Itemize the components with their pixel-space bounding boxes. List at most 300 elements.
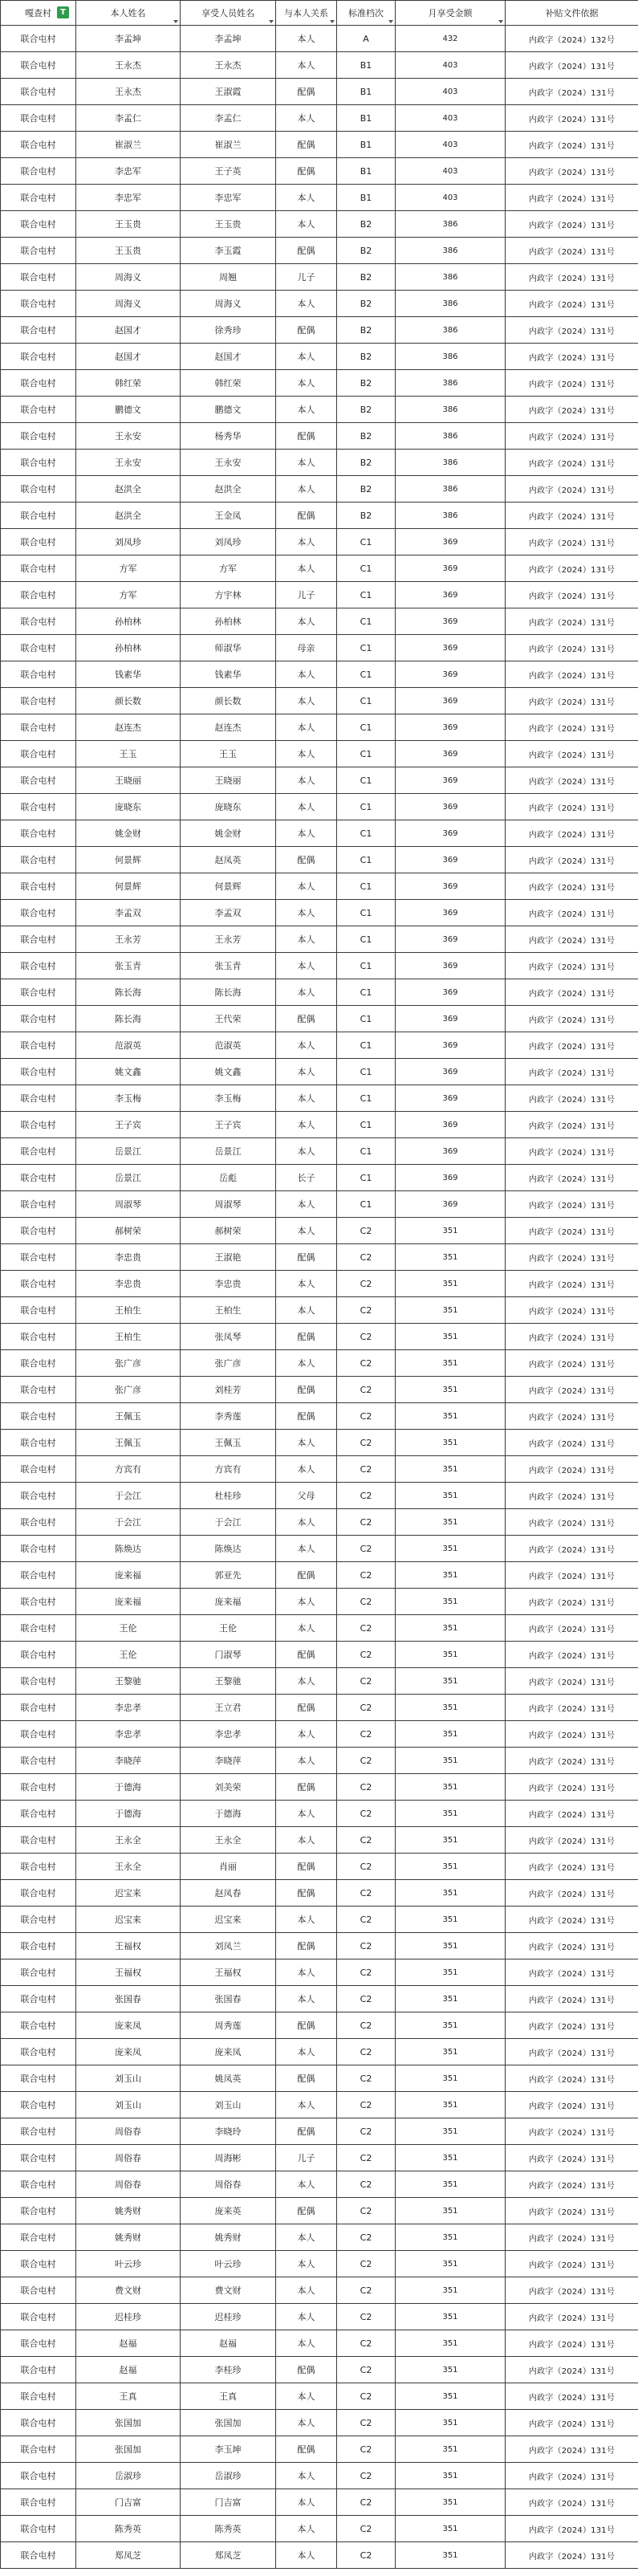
cell-relation[interactable]: 配偶: [276, 2436, 337, 2463]
cell-village[interactable]: 联合屯村: [1, 1959, 76, 1986]
cell-grade[interactable]: B1: [337, 158, 396, 185]
cell-village[interactable]: 联合屯村: [1, 450, 76, 476]
cell-relation[interactable]: 配偶: [276, 1244, 337, 1271]
cell-document[interactable]: 内政字（2024）131号: [506, 1059, 638, 1085]
cell-document[interactable]: 内政字（2024）131号: [506, 926, 638, 953]
cell-grade[interactable]: C2: [337, 2383, 396, 2410]
cell-relation[interactable]: 本人: [276, 2277, 337, 2304]
cell-grade[interactable]: B2: [337, 238, 396, 264]
cell-grade[interactable]: C2: [337, 2410, 396, 2436]
cell-grade[interactable]: C2: [337, 1297, 396, 1324]
cell-village[interactable]: 联合屯村: [1, 1297, 76, 1324]
cell-amount[interactable]: 351: [396, 1721, 506, 1748]
cell-document[interactable]: 内政字（2024）131号: [506, 291, 638, 317]
cell-village[interactable]: 联合屯村: [1, 423, 76, 450]
cell-grade[interactable]: C2: [337, 2542, 396, 2569]
cell-beneficiary[interactable]: 赵凤春: [181, 1880, 276, 1907]
cell-village[interactable]: 联合屯村: [1, 2277, 76, 2304]
cell-amount[interactable]: 369: [396, 1085, 506, 1112]
cell-village[interactable]: 联合屯村: [1, 2463, 76, 2489]
cell-grade[interactable]: B2: [337, 476, 396, 503]
cell-beneficiary[interactable]: 王福权: [181, 1959, 276, 1986]
cell-relation[interactable]: 本人: [276, 2304, 337, 2330]
cell-beneficiary[interactable]: 张凤琴: [181, 1324, 276, 1350]
cell-document[interactable]: 内政字（2024）131号: [506, 1854, 638, 1880]
cell-name[interactable]: 王永杰: [76, 52, 181, 79]
cell-grade[interactable]: C1: [337, 953, 396, 979]
cell-beneficiary[interactable]: 王淑艳: [181, 1244, 276, 1271]
cell-name[interactable]: 张国春: [76, 1986, 181, 2012]
cell-beneficiary[interactable]: 赵洪全: [181, 476, 276, 503]
cell-amount[interactable]: 369: [396, 1059, 506, 1085]
cell-name[interactable]: 方军: [76, 582, 181, 608]
cell-document[interactable]: 内政字（2024）131号: [506, 1589, 638, 1615]
cell-document[interactable]: 内政字（2024）131号: [506, 1695, 638, 1721]
cell-relation[interactable]: 本人: [276, 555, 337, 582]
cell-relation[interactable]: 配偶: [276, 2012, 337, 2039]
cell-relation[interactable]: 配偶: [276, 1562, 337, 1589]
cell-village[interactable]: 联合屯村: [1, 741, 76, 767]
cell-village[interactable]: 联合屯村: [1, 1483, 76, 1509]
cell-village[interactable]: 联合屯村: [1, 1933, 76, 1959]
cell-grade[interactable]: C2: [337, 1642, 396, 1668]
cell-document[interactable]: 内政字（2024）131号: [506, 953, 638, 979]
cell-document[interactable]: 内政字（2024）131号: [506, 1244, 638, 1271]
cell-village[interactable]: 联合屯村: [1, 529, 76, 555]
cell-relation[interactable]: 本人: [276, 1748, 337, 1774]
cell-amount[interactable]: 369: [396, 555, 506, 582]
cell-document[interactable]: 内政字（2024）131号: [506, 2277, 638, 2304]
cell-amount[interactable]: 351: [396, 1377, 506, 1403]
cell-amount[interactable]: 351: [396, 1642, 506, 1668]
cell-name[interactable]: 郝树荣: [76, 1218, 181, 1244]
cell-beneficiary[interactable]: 范淑英: [181, 1032, 276, 1059]
cell-grade[interactable]: B2: [337, 317, 396, 344]
cell-name[interactable]: 迟宝来: [76, 1907, 181, 1933]
cell-relation[interactable]: 配偶: [276, 158, 337, 185]
cell-village[interactable]: 联合屯村: [1, 2012, 76, 2039]
cell-document[interactable]: 内政字（2024）131号: [506, 2516, 638, 2542]
cell-relation[interactable]: 本人: [276, 211, 337, 238]
cell-amount[interactable]: 351: [396, 1880, 506, 1907]
cell-village[interactable]: 联合屯村: [1, 767, 76, 794]
cell-relation[interactable]: 本人: [276, 741, 337, 767]
cell-grade[interactable]: C2: [337, 2198, 396, 2224]
cell-name[interactable]: 颜长数: [76, 688, 181, 714]
cell-relation[interactable]: 配偶: [276, 1642, 337, 1668]
cell-amount[interactable]: 351: [396, 1986, 506, 2012]
cell-amount[interactable]: 369: [396, 714, 506, 741]
cell-relation[interactable]: 本人: [276, 1297, 337, 1324]
cell-relation[interactable]: 本人: [276, 873, 337, 900]
cell-name[interactable]: 王永安: [76, 450, 181, 476]
cell-document[interactable]: 内政字（2024）131号: [506, 608, 638, 635]
cell-amount[interactable]: 369: [396, 635, 506, 661]
cell-beneficiary[interactable]: 李秀莲: [181, 1403, 276, 1430]
header-relation[interactable]: [276, 1, 337, 26]
cell-document[interactable]: 内政字（2024）131号: [506, 1562, 638, 1589]
cell-grade[interactable]: B2: [337, 291, 396, 317]
cell-amount[interactable]: 351: [396, 2277, 506, 2304]
cell-grade[interactable]: C2: [337, 1456, 396, 1483]
cell-grade[interactable]: B2: [337, 211, 396, 238]
cell-village[interactable]: 联合屯村: [1, 608, 76, 635]
cell-village[interactable]: 联合屯村: [1, 1615, 76, 1642]
cell-document[interactable]: 内政字（2024）131号: [506, 397, 638, 423]
cell-beneficiary[interactable]: 钱素华: [181, 661, 276, 688]
cell-document[interactable]: 内政字（2024）131号: [506, 52, 638, 79]
cell-beneficiary[interactable]: 岳淑珍: [181, 2463, 276, 2489]
cell-name[interactable]: 于会江: [76, 1483, 181, 1509]
cell-name[interactable]: 庞来凤: [76, 2012, 181, 2039]
cell-relation[interactable]: 本人: [276, 1138, 337, 1165]
cell-name[interactable]: 孙柏林: [76, 635, 181, 661]
cell-village[interactable]: 联合屯村: [1, 794, 76, 820]
cell-grade[interactable]: C1: [337, 529, 396, 555]
cell-document[interactable]: 内政字（2024）131号: [506, 1615, 638, 1642]
cell-relation[interactable]: 本人: [276, 900, 337, 926]
cell-amount[interactable]: 351: [396, 2410, 506, 2436]
cell-beneficiary[interactable]: 张玉青: [181, 953, 276, 979]
filter-dropdown-icon[interactable]: [269, 18, 274, 24]
cell-name[interactable]: 岳淑珍: [76, 2463, 181, 2489]
cell-grade[interactable]: B2: [337, 264, 396, 291]
cell-document[interactable]: 内政字（2024）131号: [506, 847, 638, 873]
cell-beneficiary[interactable]: 王代荣: [181, 1006, 276, 1032]
cell-village[interactable]: 联合屯村: [1, 2436, 76, 2463]
cell-name[interactable]: 陈长海: [76, 979, 181, 1006]
cell-amount[interactable]: 351: [396, 1615, 506, 1642]
cell-document[interactable]: 内政字（2024）131号: [506, 423, 638, 450]
cell-village[interactable]: 联合屯村: [1, 1350, 76, 1377]
cell-village[interactable]: 联合屯村: [1, 2118, 76, 2145]
cell-beneficiary[interactable]: 姚凤英: [181, 2065, 276, 2092]
cell-grade[interactable]: C2: [337, 2277, 396, 2304]
cell-relation[interactable]: 配偶: [276, 1854, 337, 1880]
cell-relation[interactable]: 本人: [276, 1059, 337, 1085]
cell-name[interactable]: 王子宾: [76, 1112, 181, 1138]
cell-village[interactable]: 联合屯村: [1, 847, 76, 873]
cell-grade[interactable]: C2: [337, 1933, 396, 1959]
cell-beneficiary[interactable]: 王金凤: [181, 503, 276, 529]
cell-relation[interactable]: 本人: [276, 1430, 337, 1456]
cell-beneficiary[interactable]: 张国加: [181, 2410, 276, 2436]
cell-village[interactable]: 联合屯村: [1, 238, 76, 264]
cell-document[interactable]: 内政字（2024）131号: [506, 2542, 638, 2569]
cell-grade[interactable]: C2: [337, 1959, 396, 1986]
cell-document[interactable]: 内政字（2024）131号: [506, 1801, 638, 1827]
cell-name[interactable]: 周俗春: [76, 2145, 181, 2171]
cell-relation[interactable]: 长子: [276, 1165, 337, 1191]
cell-relation[interactable]: 配偶: [276, 2118, 337, 2145]
cell-grade[interactable]: C2: [337, 1721, 396, 1748]
cell-name[interactable]: 赵福: [76, 2357, 181, 2383]
cell-grade[interactable]: B1: [337, 185, 396, 211]
cell-grade[interactable]: C1: [337, 741, 396, 767]
cell-relation[interactable]: 本人: [276, 370, 337, 397]
cell-grade[interactable]: C2: [337, 2065, 396, 2092]
cell-amount[interactable]: 369: [396, 608, 506, 635]
cell-beneficiary[interactable]: 王伦: [181, 1615, 276, 1642]
cell-document[interactable]: 内政字（2024）131号: [506, 450, 638, 476]
cell-village[interactable]: 联合屯村: [1, 1880, 76, 1907]
cell-beneficiary[interactable]: 赵凤英: [181, 847, 276, 873]
cell-name[interactable]: 王玉贵: [76, 238, 181, 264]
cell-village[interactable]: 联合屯村: [1, 1827, 76, 1854]
cell-amount[interactable]: 351: [396, 1456, 506, 1483]
cell-document[interactable]: 内政字（2024）131号: [506, 2012, 638, 2039]
cell-relation[interactable]: 本人: [276, 185, 337, 211]
cell-document[interactable]: 内政字（2024）132号: [506, 26, 638, 52]
cell-grade[interactable]: C1: [337, 847, 396, 873]
cell-document[interactable]: 内政字（2024）131号: [506, 2251, 638, 2277]
cell-document[interactable]: 内政字（2024）131号: [506, 1085, 638, 1112]
cell-relation[interactable]: 本人: [276, 2171, 337, 2198]
cell-beneficiary[interactable]: 王真: [181, 2383, 276, 2410]
cell-name[interactable]: 李孟仁: [76, 105, 181, 132]
cell-grade[interactable]: B2: [337, 344, 396, 370]
cell-amount[interactable]: 386: [396, 264, 506, 291]
cell-relation[interactable]: 本人: [276, 979, 337, 1006]
header-document[interactable]: [506, 1, 638, 26]
cell-amount[interactable]: 351: [396, 1403, 506, 1430]
cell-village[interactable]: 联合屯村: [1, 1085, 76, 1112]
cell-grade[interactable]: C1: [337, 1059, 396, 1085]
cell-beneficiary[interactable]: 赵福: [181, 2330, 276, 2357]
cell-grade[interactable]: C2: [337, 2039, 396, 2065]
cell-beneficiary[interactable]: 赵国才: [181, 344, 276, 370]
cell-beneficiary[interactable]: 姚金财: [181, 820, 276, 847]
cell-beneficiary[interactable]: 郑凤芝: [181, 2542, 276, 2569]
cell-name[interactable]: 李忠贵: [76, 1244, 181, 1271]
cell-name[interactable]: 王永杰: [76, 79, 181, 105]
cell-document[interactable]: 内政字（2024）131号: [506, 1483, 638, 1509]
cell-beneficiary[interactable]: 王永安: [181, 450, 276, 476]
cell-document[interactable]: 内政字（2024）131号: [506, 238, 638, 264]
cell-amount[interactable]: 351: [396, 2145, 506, 2171]
cell-relation[interactable]: 本人: [276, 1536, 337, 1562]
cell-relation[interactable]: 本人: [276, 2092, 337, 2118]
cell-relation[interactable]: 本人: [276, 450, 337, 476]
cell-beneficiary[interactable]: 郭亚先: [181, 1562, 276, 1589]
cell-name[interactable]: 王柏生: [76, 1297, 181, 1324]
cell-grade[interactable]: C1: [337, 1191, 396, 1218]
cell-document[interactable]: 内政字（2024）131号: [506, 688, 638, 714]
cell-amount[interactable]: 369: [396, 820, 506, 847]
cell-beneficiary[interactable]: 刘桂芳: [181, 1377, 276, 1403]
cell-name[interactable]: 李忠贵: [76, 1271, 181, 1297]
cell-name[interactable]: 岳景江: [76, 1138, 181, 1165]
cell-amount[interactable]: 403: [396, 185, 506, 211]
cell-name[interactable]: 于会江: [76, 1509, 181, 1536]
cell-amount[interactable]: 386: [396, 476, 506, 503]
cell-amount[interactable]: 369: [396, 794, 506, 820]
cell-relation[interactable]: 本人: [276, 476, 337, 503]
cell-relation[interactable]: 配偶: [276, 1774, 337, 1801]
cell-village[interactable]: 联合屯村: [1, 2145, 76, 2171]
cell-grade[interactable]: C2: [337, 1377, 396, 1403]
cell-name[interactable]: 庞来凤: [76, 2039, 181, 2065]
cell-relation[interactable]: 本人: [276, 1827, 337, 1854]
cell-relation[interactable]: 配偶: [276, 503, 337, 529]
cell-amount[interactable]: 369: [396, 900, 506, 926]
cell-grade[interactable]: C2: [337, 1748, 396, 1774]
cell-name[interactable]: 张国加: [76, 2410, 181, 2436]
cell-document[interactable]: 内政字（2024）131号: [506, 2118, 638, 2145]
cell-name[interactable]: 张广彦: [76, 1350, 181, 1377]
cell-amount[interactable]: 369: [396, 661, 506, 688]
cell-village[interactable]: 联合屯村: [1, 979, 76, 1006]
cell-name[interactable]: 周海义: [76, 264, 181, 291]
cell-beneficiary[interactable]: 王子宾: [181, 1112, 276, 1138]
cell-relation[interactable]: 本人: [276, 2251, 337, 2277]
cell-name[interactable]: 李玉梅: [76, 1085, 181, 1112]
cell-beneficiary[interactable]: 李晓玲: [181, 2118, 276, 2145]
cell-document[interactable]: 内政字（2024）131号: [506, 2463, 638, 2489]
cell-relation[interactable]: 儿子: [276, 582, 337, 608]
cell-relation[interactable]: 配偶: [276, 423, 337, 450]
cell-grade[interactable]: C1: [337, 688, 396, 714]
cell-grade[interactable]: C1: [337, 1085, 396, 1112]
cell-amount[interactable]: 351: [396, 2383, 506, 2410]
cell-grade[interactable]: C1: [337, 900, 396, 926]
cell-relation[interactable]: 本人: [276, 1959, 337, 1986]
cell-village[interactable]: 联合屯村: [1, 264, 76, 291]
cell-name[interactable]: 何景辉: [76, 873, 181, 900]
cell-name[interactable]: 李晓萍: [76, 1748, 181, 1774]
cell-amount[interactable]: 369: [396, 1191, 506, 1218]
cell-name[interactable]: 姚秀财: [76, 2198, 181, 2224]
cell-name[interactable]: 范淑英: [76, 1032, 181, 1059]
cell-beneficiary[interactable]: 王永芳: [181, 926, 276, 953]
cell-amount[interactable]: 369: [396, 873, 506, 900]
cell-relation[interactable]: 配偶: [276, 2198, 337, 2224]
cell-document[interactable]: 内政字（2024）131号: [506, 1774, 638, 1801]
cell-grade[interactable]: C2: [337, 1854, 396, 1880]
cell-relation[interactable]: 本人: [276, 2330, 337, 2357]
cell-document[interactable]: 内政字（2024）131号: [506, 370, 638, 397]
cell-name[interactable]: 赵连杰: [76, 714, 181, 741]
cell-village[interactable]: 联合屯村: [1, 52, 76, 79]
cell-grade[interactable]: C1: [337, 608, 396, 635]
cell-name[interactable]: 王永全: [76, 1827, 181, 1854]
cell-document[interactable]: 内政字（2024）131号: [506, 2065, 638, 2092]
cell-amount[interactable]: 403: [396, 79, 506, 105]
cell-village[interactable]: 联合屯村: [1, 635, 76, 661]
cell-document[interactable]: 内政字（2024）131号: [506, 2357, 638, 2383]
cell-name[interactable]: 王玉贵: [76, 211, 181, 238]
cell-name[interactable]: 于德海: [76, 1774, 181, 1801]
cell-document[interactable]: 内政字（2024）131号: [506, 979, 638, 1006]
cell-beneficiary[interactable]: 郝树荣: [181, 1218, 276, 1244]
cell-grade[interactable]: C1: [337, 979, 396, 1006]
cell-beneficiary[interactable]: 王子英: [181, 158, 276, 185]
cell-amount[interactable]: 351: [396, 1801, 506, 1827]
cell-name[interactable]: 赵国才: [76, 344, 181, 370]
header-amount[interactable]: [396, 1, 506, 26]
cell-village[interactable]: 联合屯村: [1, 2251, 76, 2277]
cell-relation[interactable]: 本人: [276, 1218, 337, 1244]
cell-relation[interactable]: 儿子: [276, 264, 337, 291]
cell-amount[interactable]: 351: [396, 1695, 506, 1721]
cell-name[interactable]: 李孟坤: [76, 26, 181, 52]
cell-village[interactable]: 联合屯村: [1, 2171, 76, 2198]
cell-name[interactable]: 钱素华: [76, 661, 181, 688]
cell-relation[interactable]: 配偶: [276, 1695, 337, 1721]
cell-village[interactable]: 联合屯村: [1, 1774, 76, 1801]
cell-beneficiary[interactable]: 杜桂珍: [181, 1483, 276, 1509]
cell-name[interactable]: 岳景江: [76, 1165, 181, 1191]
cell-name[interactable]: 李忠孝: [76, 1695, 181, 1721]
cell-name[interactable]: 崔淑兰: [76, 132, 181, 158]
cell-grade[interactable]: B2: [337, 450, 396, 476]
cell-grade[interactable]: C2: [337, 1562, 396, 1589]
cell-relation[interactable]: 配偶: [276, 1880, 337, 1907]
cell-village[interactable]: 联合屯村: [1, 2516, 76, 2542]
cell-relation[interactable]: 本人: [276, 767, 337, 794]
cell-amount[interactable]: 369: [396, 1032, 506, 1059]
cell-grade[interactable]: C2: [337, 2092, 396, 2118]
cell-amount[interactable]: 351: [396, 2357, 506, 2383]
cell-beneficiary[interactable]: 韩红荣: [181, 370, 276, 397]
cell-grade[interactable]: C2: [337, 1483, 396, 1509]
cell-beneficiary[interactable]: 何景辉: [181, 873, 276, 900]
cell-relation[interactable]: 本人: [276, 529, 337, 555]
cell-document[interactable]: 内政字（2024）131号: [506, 476, 638, 503]
cell-grade[interactable]: B1: [337, 132, 396, 158]
cell-amount[interactable]: 351: [396, 2251, 506, 2277]
cell-document[interactable]: 内政字（2024）131号: [506, 1191, 638, 1218]
cell-document[interactable]: 内政字（2024）131号: [506, 344, 638, 370]
cell-name[interactable]: 王佩玉: [76, 1430, 181, 1456]
cell-name[interactable]: 王玉: [76, 741, 181, 767]
cell-document[interactable]: 内政字（2024）131号: [506, 2383, 638, 2410]
cell-name[interactable]: 王佩玉: [76, 1403, 181, 1430]
cell-beneficiary[interactable]: 庞来凤: [181, 2039, 276, 2065]
cell-document[interactable]: 内政字（2024）131号: [506, 1907, 638, 1933]
cell-name[interactable]: 姚金财: [76, 820, 181, 847]
cell-village[interactable]: 联合屯村: [1, 688, 76, 714]
cell-village[interactable]: 联合屯村: [1, 1403, 76, 1430]
cell-beneficiary[interactable]: 于会江: [181, 1509, 276, 1536]
cell-amount[interactable]: 351: [396, 1854, 506, 1880]
cell-grade[interactable]: C1: [337, 926, 396, 953]
cell-grade[interactable]: B1: [337, 79, 396, 105]
cell-beneficiary[interactable]: 陈焕达: [181, 1536, 276, 1562]
cell-document[interactable]: 内政字（2024）131号: [506, 132, 638, 158]
cell-document[interactable]: 内政字（2024）131号: [506, 264, 638, 291]
cell-village[interactable]: 联合屯村: [1, 291, 76, 317]
cell-beneficiary[interactable]: 庞来英: [181, 2198, 276, 2224]
cell-beneficiary[interactable]: 王淑霞: [181, 79, 276, 105]
cell-name[interactable]: 李忠孝: [76, 1721, 181, 1748]
cell-document[interactable]: 内政字（2024）131号: [506, 1350, 638, 1377]
cell-grade[interactable]: C2: [337, 1615, 396, 1642]
cell-name[interactable]: 陈焕达: [76, 1536, 181, 1562]
cell-amount[interactable]: 351: [396, 1748, 506, 1774]
cell-relation[interactable]: 配偶: [276, 1006, 337, 1032]
cell-village[interactable]: 联合屯村: [1, 1748, 76, 1774]
cell-document[interactable]: 内政字（2024）131号: [506, 1509, 638, 1536]
cell-village[interactable]: 联合屯村: [1, 79, 76, 105]
cell-grade[interactable]: C2: [337, 2489, 396, 2516]
cell-grade[interactable]: C1: [337, 820, 396, 847]
cell-relation[interactable]: 父母: [276, 1483, 337, 1509]
cell-name[interactable]: 王黎驰: [76, 1668, 181, 1695]
cell-document[interactable]: 内政字（2024）131号: [506, 873, 638, 900]
cell-village[interactable]: 联合屯村: [1, 1324, 76, 1350]
cell-village[interactable]: 联合屯村: [1, 1006, 76, 1032]
